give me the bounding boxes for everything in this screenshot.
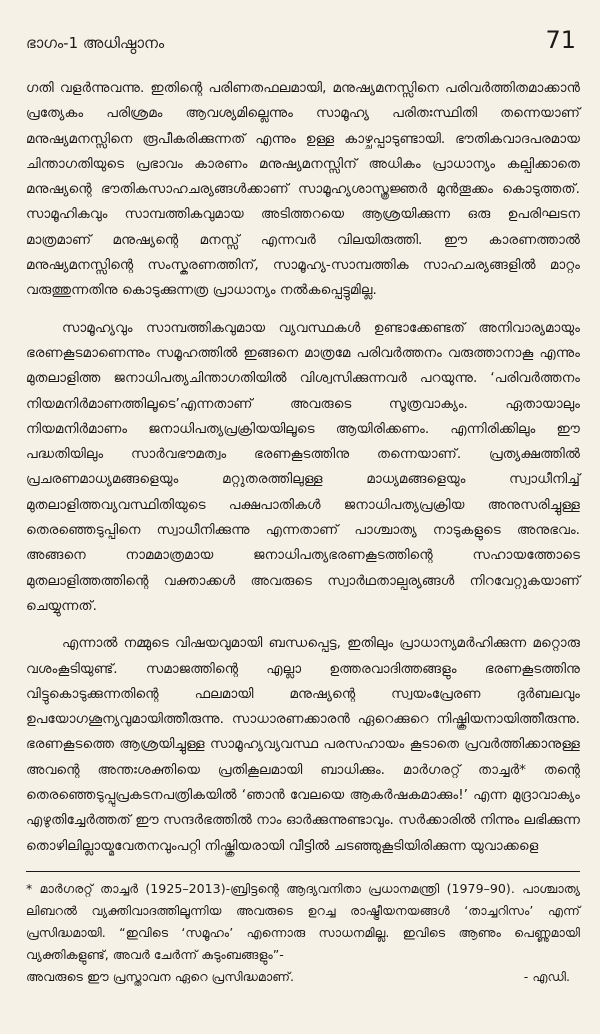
running-head xyxy=(26,26,580,62)
section-title: ഭാഗം-1 അധിഷ്ഠാനം xyxy=(26,34,165,52)
paragraph-1: ഗതി വളർന്നുവന്നു. ഇതിന്റെ പരിണതഫലമായി, മനുഷ്യമനസ്സിനെ പരിവർത്തിതമാക്കാൻ പ്രത്യേകം പരിശ്രമം ആവശ്യമില്ലെന്നും സാമൂഹ്യ പരിതഃസ്ഥിതി തന്നെയാണ് മനുഷ്യമനസ്സിനെ രൂപീകരിക്കുന്നത് എന്നും ഉള്ള കാഴ്ചപ്പാടുണ്ടായി. ഭൗതികവാദപരമായ ചിന്താഗതിയുടെ പ്രഭാവം കാരണം മനുഷ്യമനസ്സിന് അധികം പ്രാധാന്യം കല്പിക്കാതെ മനുഷ്യന്റെ ഭൗതികസാഹചര്യങ്ങൾക്കാണ് സാമൂഹ്യശാസ്ത്രജ്ഞർ മുൻതൂക്കം കൊടുത്തത്. സാമൂഹികവും സാമ്പത്തികവുമായ അടിത്തറയെ ആശ്രയിക്കുന്ന ഒരു ഉപരിഘടന മാത്രമാണ് മനുഷ്യന്റെ മനസ്സ് എന്നവർ വിലയിരുത്തി. ഈ കാരണത്താൽ മനുഷ്യമനസ്സിന്റെ സംസ്കരണത്തിന്, സാമൂഹ്യ-സാമ്പത്തിക സാഹചര്യങ്ങളിൽ മാറ്റം വരുത്തുന്നതിനു കൊടുക്കുന്നത്ര പ്രാധാന്യം നൽകപ്പെട്ടുമില്ല. xyxy=(26,80,580,299)
paragraph-2: സാമൂഹ്യവും സാമ്പത്തികവുമായ വ്യവസ്ഥകൾ ഉണ്ടാക്കേണ്ടത് അനിവാര്യമായും ഭരണകൂടമാണെന്നും സമൂഹത്തിൽ ഇങ്ങനെ മാത്രമേ പരിവർത്തനം വരുത്താനാകൂ എന്നും മുതലാളിത്ത ജനാധിപത്യചിന്താഗതിയിൽ വിശ്വസിക്കുന്നവർ പറയുന്നു. ‘പരിവർത്തനം നിയമനിർമാണത്തിലൂടെ’എന്നതാണ് അവരുടെ സൂത്രവാക്യം. ഏതായാലും നിയമനിർമാണം ജനാധിപത്യപ്രക്രിയയിലൂടെ ആയിരിക്കണം. എന്നിരിക്കിലും ഈ പദ്ധതിയിലും സാർവഭൗമത്വം ഭരണകൂടത്തിനു തന്നെയാണ്. പ്രത്യക്ഷത്തിൽ പ്രചരണമാധ്യമങ്ങളെയും മറ്റുതരത്തിലുള്ള മാധ്യമങ്ങളെയും സ്വാധീനിച്ച് മുതലാളിത്തവ്യവസ്ഥിതിയുടെ പക്ഷപാതികൾ ജനാധിപത്യപ്രക്രിയ അനുസരിച്ചുള്ള തെരഞ്ഞെടുപ്പിനെ സ്വാധീനിക്കുന്നു എന്നതാണ് പാശ്ചാത്യ നാടുകളുടെ അനുഭവം. അങ്ങനെ നാമമാത്രമായ ജനാധിപത്യഭരണകൂടത്തിന്റെ സഹായത്തോടെ മുതലാളിത്തത്തിന്റെ വക്താക്കൾ അവരുടെ സ്വാർഥതാല്പര്യങ്ങൾ നിറവേറ്റുകയാണ് ചെയ്യുന്നത്. xyxy=(26,319,580,614)
body-text xyxy=(26,76,580,859)
footnote-text: * മാർഗരറ്റ് താച്ചർ (1925–2013)-ബ്രിട്ടന്റെ ആദ്യവനിതാ പ്രധാനമന്ത്രി (1979–90). പാശ്ചാത്യ ലിബറൽ വ്യക്തിവാദത്തിലൂന്നിയ അവരുടെ ഉറച്ച രാഷ്ട്രീയനയങ്ങൾ ‘താച്ചറിസം’ എന്ന് പ്രസിദ്ധമായി. “ഇവിടെ ‘സമൂഹം’ എന്നൊരു സാധനമില്ല. ഇവിടെ ആണും പെണ്ണുമായി വ്യക്തികളുണ്ട്, അവർ ചേർന്ന് കുടുംബങ്ങളും”- xyxy=(26,880,580,962)
page-number: 71 xyxy=(545,26,576,54)
footnote-signature: - എഡി. xyxy=(523,968,570,984)
footnote xyxy=(26,878,580,988)
footnote-last-line: അവരുടെ ഈ പ്രസ്താവന ഏറെ പ്രസിദ്ധമാണ്. xyxy=(26,968,295,984)
paragraph-3: എന്നാൽ നമ്മുടെ വിഷയവുമായി ബന്ധപ്പെട്ട, ഇതിലും പ്രാധാന്യമർഹിക്കുന്ന മറ്റൊരു വശംകൂടിയുണ്ട്. സമാജത്തിന്റെ എല്ലാ ഉത്തരവാദിത്തങ്ങളും ഭരണകൂടത്തിനു വിട്ടുകൊടുക്കുന്നതിന്റെ ഫലമായി മനുഷ്യന്റെ സ്വയംപ്രേരണ ദുർബലവും ഉപയോഗശൂന്യവുമായിത്തീരുന്നു. സാധാരണക്കാരൻ ഏറെക്കുറെ നിഷ്ക്രിയനായിത്തീരുന്നു. ഭരണകൂടത്തെ ആശ്രയിച്ചുള്ള സാമൂഹ്യവ്യവസ്ഥ പരസഹായം കൂടാതെ പ്രവർത്തിക്കാനുള്ള അവന്റെ അന്തഃശക്തിയെ പ്രതികൂലമായി ബാധിക്കും. മാർഗരറ്റ് താച്ചർ* തന്റെ തെരഞ്ഞെടുപ്പുപ്രകടനപത്രികയിൽ ‘ഞാൻ വേലയെ ആകർഷകമാക്കും!’ എന്ന മുദ്രാവാക്യം എഴുതിച്ചേർത്തത് ഈ സന്ദർഭത്തിൽ നാം ഓർക്കുന്നുണ്ടാവും. സർക്കാരിൽ നിന്നും ലഭിക്കുന്ന തൊഴിലില്ലായ്മവേതനവുംപറ്റി നിഷ്ക്രിയരായി വീട്ടിൽ ചടഞ്ഞുകൂടിയിരിക്കുന്ന യുവാക്കളെ xyxy=(26,635,580,854)
footnote-divider xyxy=(26,871,580,872)
